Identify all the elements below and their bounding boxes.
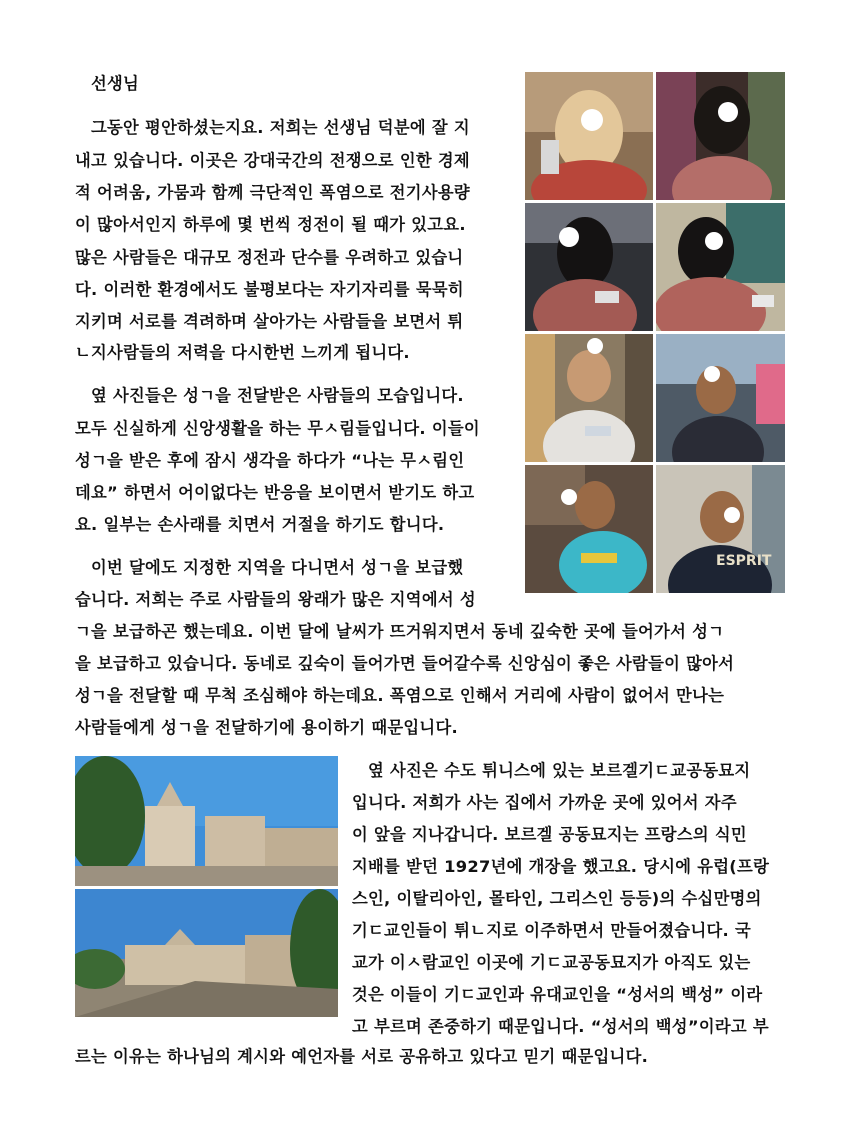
- paragraph4-line: 스인, 이탈리아인, 몰타인, 그리스인 등등)의 수십만명의: [352, 889, 762, 908]
- paragraph4-line: 지배를 받던 1927년에 개장을 했고요. 당시에 유럽(프랑: [352, 857, 770, 876]
- paragraph3-line: 을 보급하고 있습니다. 동네로 깊숙이 들어가면 들어갈수록 신앙심이 좋은 사람들이 많아서: [75, 654, 735, 673]
- paragraph1-line: 적 어려움, 가뭄과 함께 극단적인 폭염으로 전기사용량: [75, 183, 470, 202]
- paragraph3-line: 습니다. 저희는 주로 사람들의 왕래가 많은 지역에서 성: [75, 590, 476, 609]
- photo-cemetery-tombs: [74, 888, 339, 1018]
- photo-woman-hijab-4: [655, 202, 786, 332]
- paragraph2-line: 요. 일부는 손사래를 치면서 거절을 하기도 합니다.: [75, 515, 445, 534]
- paragraph4-line: 옆 사진은 수도 튀니스에 있는 보르겔기ㄷ교공동묘지: [368, 761, 751, 780]
- paragraph4-line: 입니다. 저희가 사는 집에서 가까운 곳에 있어서 자주: [352, 793, 737, 812]
- photo-man-shoes: [524, 464, 654, 594]
- paragraph2-line: 성ㄱ을 받은 후에 잠시 생각을 하다가 “나는 무ㅅ림인: [75, 451, 465, 470]
- photo-man-shop-2: [655, 333, 786, 463]
- paragraph1-line: 이 많아서인지 하루에 몇 번씩 정전이 될 때가 있고요.: [75, 215, 466, 234]
- paragraph1-line: ㄴ지사람들의 저력을 다시한번 느끼게 됩니다.: [75, 343, 410, 362]
- photo-woman-hijab-2: [655, 71, 786, 201]
- photo-shirt-text: ESPRIT: [716, 553, 772, 569]
- photo-man-shop-1: [524, 333, 654, 463]
- paragraph1-line: 그동안 평안하셨는지요. 저희는 선생님 덕분에 잘 지: [91, 118, 470, 137]
- paragraph2-line: 데요” 하면서 어이없다는 반응을 보이면서 받기도 하고: [75, 483, 475, 502]
- paragraph2-line: 옆 사진들은 성ㄱ을 전달받은 사람들의 모습입니다.: [91, 386, 464, 405]
- photo-cemetery-chapel: [74, 755, 339, 887]
- paragraph1-line: 다. 이러한 환경에서도 불평보다는 자기자리를 묵묵히: [75, 280, 464, 299]
- paragraph4-line: 르는 이유는 하나님의 계시와 예언자를 서로 공유하고 있다고 믿기 때문입니다.: [75, 1047, 649, 1066]
- paragraph1-line: 많은 사람들은 대규모 정전과 단수를 우려하고 있습니: [75, 248, 464, 267]
- paragraph3-line: 사람들에게 성ㄱ을 전달하기에 용이하기 때문입니다.: [75, 718, 458, 737]
- paragraph3-line: 이번 달에도 지정한 지역을 다니면서 성ㄱ을 보급했: [91, 558, 464, 577]
- photo-woman-hijab-1: [524, 71, 654, 201]
- photo-man-esprit-shirt: [655, 464, 786, 594]
- salutation: 선생님: [91, 74, 140, 93]
- paragraph4-line: 고 부르며 존중하기 때문입니다. “성서의 백성”이라고 부: [352, 1017, 769, 1036]
- photo-woman-hijab-3: [524, 202, 654, 332]
- paragraph4-line: 교가 이ㅅ람교인 이곳에 기ㄷ교공동묘지가 아직도 있는: [352, 953, 751, 972]
- paragraph4-line: 것은 이들이 기ㄷ교인과 유대교인을 “성서의 백성” 이라: [352, 985, 763, 1004]
- paragraph1-line: 내고 있습니다. 이곳은 강대국간의 전쟁으로 인한 경제: [75, 151, 470, 170]
- paragraph3-line: ㄱ을 보급하곤 했는데요. 이번 달에 날씨가 뜨거워지면서 동네 깊숙한 곳에 들어가서 성ㄱ: [75, 622, 725, 641]
- paragraph4-line: 이 앞을 지나갑니다. 보르겔 공동묘지는 프랑스의 식민: [352, 825, 747, 844]
- paragraph1-line: 지키며 서로를 격려하며 살아가는 사람들을 보면서 튀: [75, 312, 464, 331]
- paragraph4-line: 기ㄷ교인들이 튀ㄴ지로 이주하면서 만들어졌습니다. 국: [352, 921, 751, 940]
- paragraph2-line: 모두 신실하게 신앙생활을 하는 무ㅅ림들입니다. 이들이: [75, 419, 480, 438]
- paragraph3-line: 성ㄱ을 전달할 때 무척 조심해야 하는데요. 폭염으로 인해서 거리에 사람이 없어서 만나는: [75, 686, 725, 705]
